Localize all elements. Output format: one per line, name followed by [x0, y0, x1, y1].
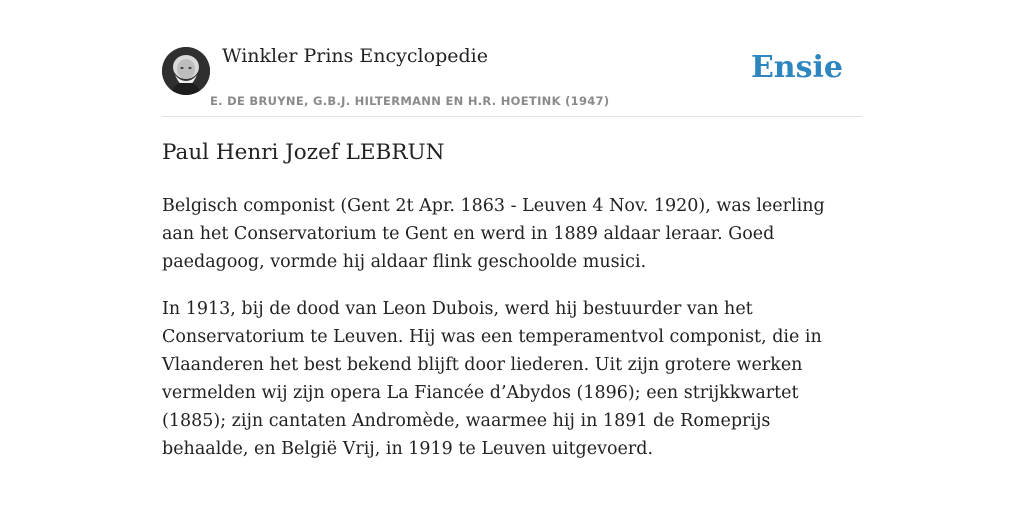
avatar[interactable]: [162, 47, 210, 95]
article-paragraph: Belgisch componist (Gent 2t Apr. 1863 - Leuven 4 Nov. 1920), was leerling aan het Conservatorium te Gent en werd in 1889 aldaar leraar. Goed paedagoog, vormde hij aldaar flink geschoolde musici.: [162, 196, 825, 272]
author-portrait-icon: [162, 47, 210, 95]
header: [162, 0, 862, 117]
article-paragraph: In 1913, bij de dood van Leon Dubois, werd hij bestuurder van het Conservatorium te Leuven. Hij was een temperamentvol componist, die in Vlaanderen het best bekend blijft door liederen. Uit zijn grotere werken vermelden wij zijn opera La Fiancée d’Abydos (1896); een strijkkwartet (1885); zijn cantaten Andromède, waarmee hij in 1891 de Romeprijs behaalde, en België Vrij, in 1919 te Leuven uitgevoerd.: [162, 299, 822, 459]
brand-logo[interactable]: Ensie: [750, 50, 843, 85]
author-credits: E. DE BRUYNE, G.B.J. HILTERMANN EN H.R. HOETINK (1947): [210, 94, 610, 108]
article-title: Paul Henri Jozef LEBRUN: [162, 140, 445, 165]
article-body: [162, 192, 862, 482]
site-name[interactable]: Winkler Prins Encyclopedie: [222, 45, 488, 67]
